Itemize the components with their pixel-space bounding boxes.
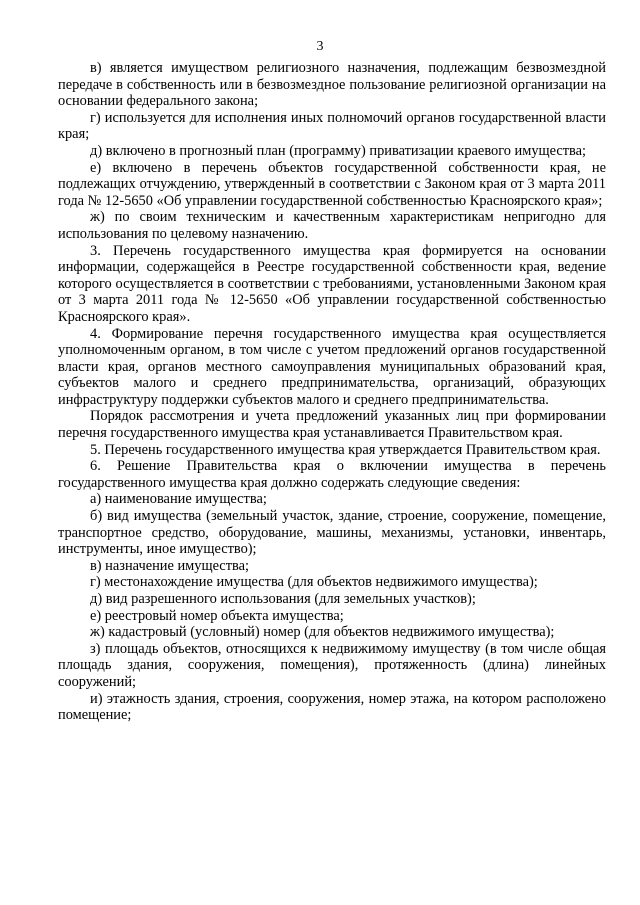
paragraph-section-6: 6. Решение Правительства края о включении имущества в перечень государственного имущества края должно содержать следующие сведения:: [58, 458, 606, 491]
list-item-6e: е) реестровый номер объекта имущества;: [90, 607, 344, 624]
list-item-6zh: ж) кадастровый (условный) номер (для объектов недвижимого имущества);: [90, 624, 555, 641]
paragraph-3d: д) включено в прогнозный план (программу) приватизации краевого имущества;: [90, 142, 587, 159]
paragraph-section-4-procedure: Порядок рассмотрения и учета предложений указанных лиц при формировании перечня государственного имущества края устанавливается Правительством края.: [58, 408, 606, 442]
list-item-6z: з) площадь объектов, относящихся к недвижимому имуществу (в том числе общая площадь здания, сооружения, помещения), протяженность (длина) линейных сооружений;: [58, 640, 606, 690]
list-item-6d: д) вид разрешенного использования (для земельных участков);: [90, 591, 476, 607]
paragraph-section-3: 3. Перечень государственного имущества края формируется на основании информации, содержащейся в Реестре государственной собственности края, ведение которого осуществляется в соответствии с требованиями, установленными Законом края от 3 марта 2011 года № 12-5650 «Об управлении государственной собственностью Красноярского края».: [58, 242, 606, 325]
list-item-6v: в) назначение имущества;: [90, 557, 249, 574]
paragraph-3e: е) включено в перечень объектов государственной собственности края, не подлежащих отчуждению, утвержденный в соответствии с Законом края от 3 марта 2011 года № 12-5650 «Об управлении государственной собственностью Красноярского края»;: [58, 159, 606, 209]
page-number: 3: [316, 39, 324, 54]
document-body: [58, 60, 606, 724]
list-item-6g: г) местонахождение имущества (для объектов недвижимого имущества);: [90, 574, 538, 591]
paragraph-3v: в) является имуществом религиозного назначения, подлежащим безвозмездной передаче в собственность или в безвозмездное пользование религиозной организации на основании федерального закона;: [58, 60, 606, 110]
list-item-6i: и) этажность здания, строения, сооружения, номер этажа, на котором расположено помещение;: [58, 690, 606, 724]
paragraph-3zh: ж) по своим техническим и качественным характеристикам непригодно для использования по целевому назначению.: [58, 209, 606, 242]
paragraph-section-5: 5. Перечень государственного имущества края утверждается Правительством края.: [90, 441, 601, 458]
paragraph-3g: г) используется для исполнения иных полномочий органов государственной власти края;: [58, 109, 606, 143]
paragraph-section-4: 4. Формирование перечня государственного имущества края осуществляется уполномоченным органом, в том числе с учетом предложений органов государственной власти края, органов местного самоуправления муниципальных образований края, субъектов малого и среднего предпринимательства, организаций, образующих инфраструктуру поддержки субъектов малого и среднего предпринимательства.: [58, 325, 606, 408]
list-item-6b: б) вид имущества (земельный участок, здание, строение, сооружение, помещение, транспортное средство, оборудование, машины, механизмы, установки, инвентарь, инструменты, иное имущество);: [58, 508, 606, 558]
list-item-6a: а) наименование имущества;: [90, 491, 267, 508]
